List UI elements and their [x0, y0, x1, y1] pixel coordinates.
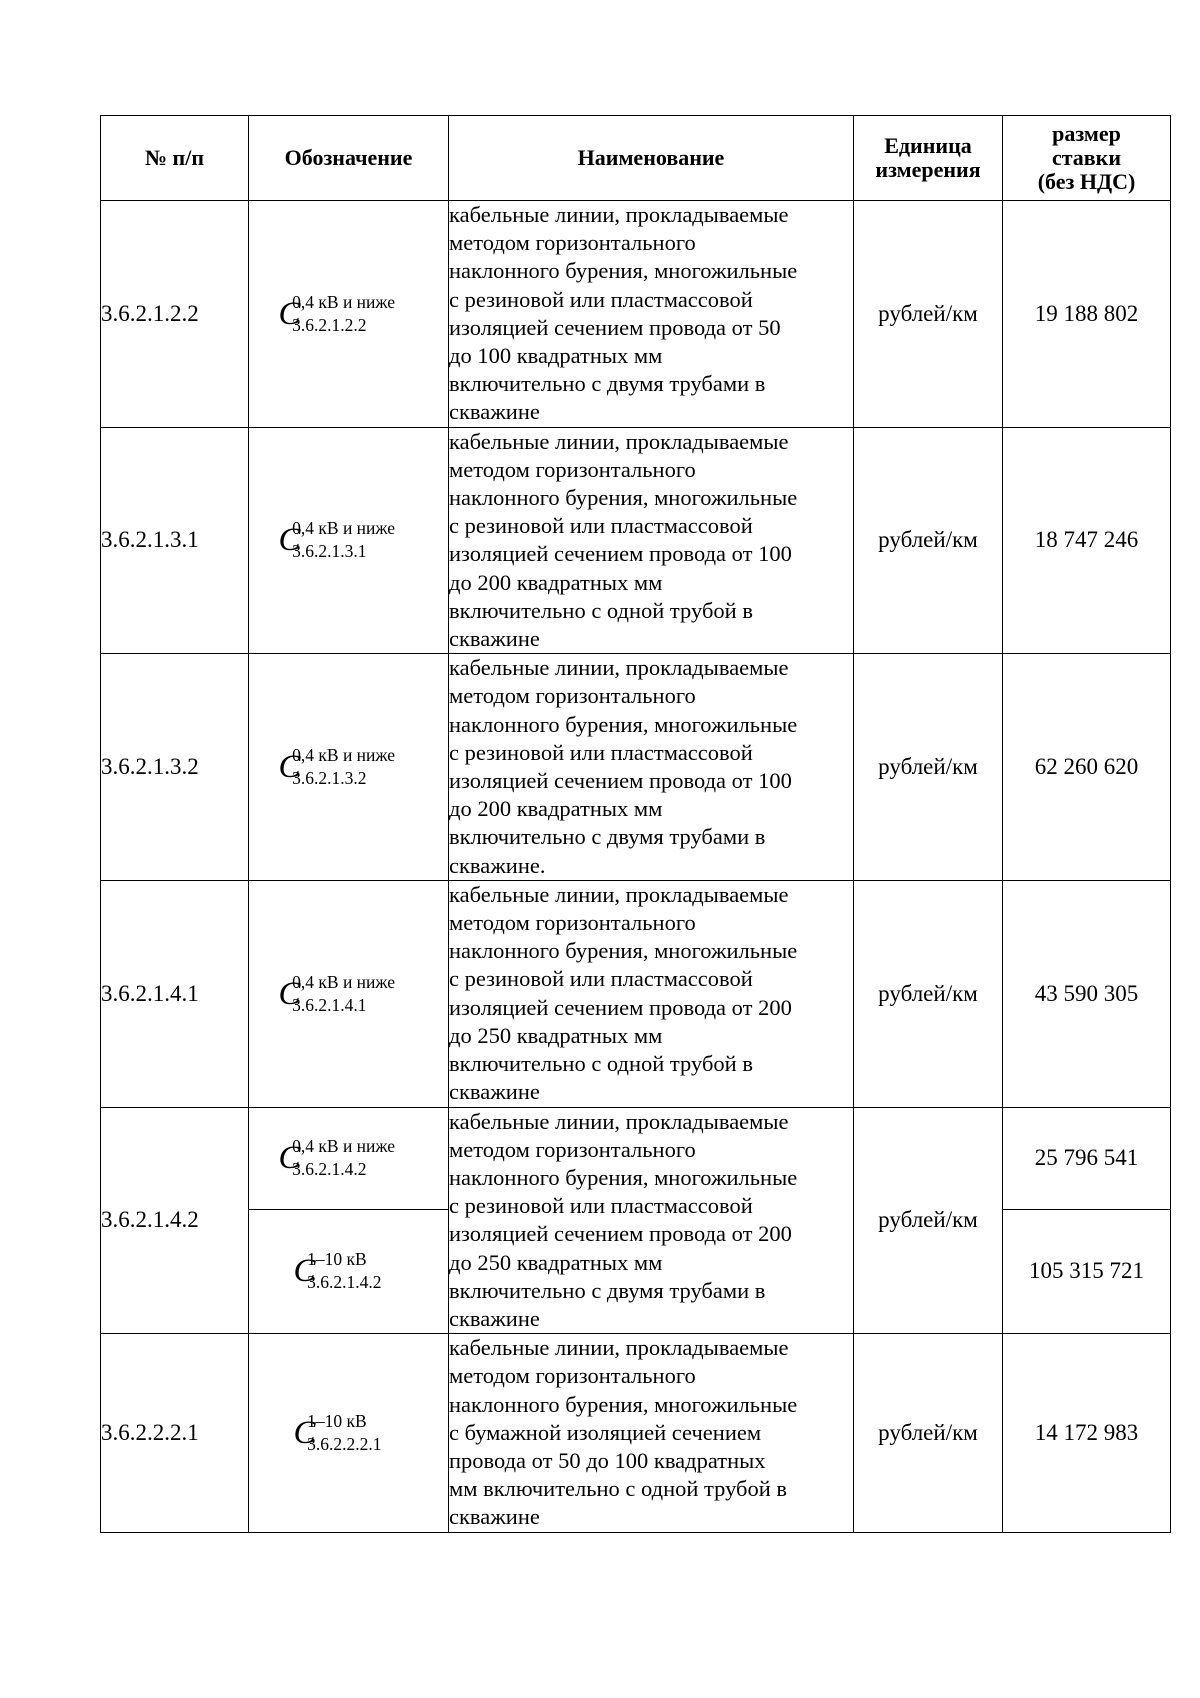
row-name-line: до 250 квадратных мм: [449, 1249, 663, 1275]
row-number: 3.6.2.1.3.1: [101, 427, 249, 654]
row-name-line: с резиновой или пластмассовой: [449, 1193, 753, 1219]
symbol-subscript: 3.6.2.1.4.2: [307, 1272, 382, 1293]
row-name: [449, 1107, 854, 1334]
row-name-line: изоляцией сечением провода от 50: [449, 314, 781, 340]
header-unit-line: измерения: [875, 157, 981, 182]
row-name-line: скважине: [449, 626, 540, 652]
row-name-line: изоляцией сечением провода от 200: [449, 1221, 792, 1247]
header-row: [101, 116, 1171, 201]
symbol-letter: C: [278, 295, 301, 332]
row-unit: рублей/км: [854, 201, 1003, 428]
designation-symbol: [278, 291, 419, 335]
header-num: № п/п: [101, 116, 249, 201]
table-row: [101, 1334, 1171, 1532]
designation-cell: [249, 1107, 449, 1209]
table-row: [101, 1107, 1171, 1209]
symbol-subscript: 3.6.2.1.3.1: [292, 541, 367, 562]
designation-symbol: [279, 747, 419, 787]
header-designation: Обозначение: [249, 116, 449, 201]
designation-cell: [249, 1209, 449, 1334]
symbol-superscript: 0,4 кВ и ниже: [292, 745, 396, 766]
row-name-line: скважине: [449, 399, 540, 425]
row-name-line: кабельные линии, прокладываемые: [449, 1335, 789, 1361]
row-name-line: наклонного бурения, многожильные: [449, 711, 798, 737]
designation-cell: [249, 427, 449, 654]
designation-cell: [249, 201, 449, 428]
header-unit-line: Единица: [884, 132, 972, 158]
row-name-line: мм включительно с одной трубой в: [449, 1476, 788, 1502]
row-name-line: до 250 квадратных мм: [449, 1022, 663, 1048]
symbol-superscript: 0,4 кВ и ниже: [292, 518, 396, 539]
table-row: [101, 427, 1171, 654]
symbol-letter: C: [278, 749, 301, 786]
row-name-line: с резиновой или пластмассовой: [449, 966, 753, 992]
row-name-line: изоляцией сечением провода от 200: [449, 994, 792, 1020]
symbol-letter: C: [293, 1414, 316, 1451]
row-rate: 62 260 620: [1003, 654, 1171, 881]
designation-symbol: [279, 520, 419, 560]
symbol-letter: C: [278, 1140, 301, 1177]
row-name-line: методом горизонтального: [449, 230, 696, 256]
row-name-line: наклонного бурения, многожильные: [449, 938, 798, 964]
row-name-line: включительно с двумя трубами в: [449, 824, 766, 850]
row-name-line: изоляцией сечением провода от 100: [449, 541, 792, 567]
row-name-line: до 100 квадратных мм: [449, 343, 663, 369]
row-name: [449, 427, 854, 654]
designation-symbol: [294, 1251, 404, 1291]
header-name: Наименование: [449, 116, 854, 201]
rates-table: [100, 115, 1171, 1533]
symbol-superscript: 0,4 кВ и ниже: [292, 1136, 396, 1157]
row-name-line: включительно с двумя трубами в: [449, 371, 766, 397]
row-unit: рублей/км: [854, 427, 1003, 654]
row-rate: 19 188 802: [1003, 201, 1171, 428]
symbol-letter: C: [278, 975, 301, 1012]
header-unit: [854, 116, 1003, 201]
row-name-line: методом горизонтального: [449, 1363, 696, 1389]
designation-symbol: [293, 1410, 404, 1454]
header-rate-line: ставки: [1051, 144, 1122, 170]
symbol-subscript: 3.6.2.1.4.2: [292, 1159, 367, 1180]
table-row: [101, 654, 1171, 881]
row-name-line: наклонного бурения, многожильные: [449, 1391, 798, 1417]
row-name-line: включительно с двумя трубами в: [449, 1277, 766, 1303]
symbol-superscript: 1–10 кВ: [307, 1410, 367, 1431]
row-rate: 18 747 246: [1003, 427, 1171, 654]
symbol-superscript: 0,4 кВ и ниже: [292, 971, 396, 992]
row-name-line: провода от 50 до 100 квадратных: [449, 1447, 766, 1473]
row-number: 3.6.2.1.4.2: [101, 1107, 249, 1334]
row-name-line: наклонного бурения, многожильные: [449, 1164, 798, 1190]
designation-cell: [249, 654, 449, 881]
designation-cell: [249, 880, 449, 1107]
table-row: [101, 880, 1171, 1107]
row-name-line: включительно с одной трубой в: [449, 597, 753, 623]
row-unit: рублей/км: [854, 654, 1003, 881]
row-name-line: изоляцией сечением провода от 100: [449, 768, 792, 794]
row-number: 3.6.2.1.3.2: [101, 654, 249, 881]
row-name-line: скважине: [449, 1305, 540, 1331]
designation-cell: [249, 1334, 449, 1532]
symbol-letter: C: [293, 1253, 316, 1290]
row-name-line: методом горизонтального: [449, 456, 696, 482]
designation-symbol: [278, 971, 419, 1015]
row-name-line: кабельные линии, прокладываемые: [449, 881, 789, 907]
row-name: [449, 654, 854, 881]
row-name-line: методом горизонтального: [449, 1136, 696, 1162]
row-rate: 105 315 721: [1003, 1209, 1171, 1334]
symbol-subscript: 3.6.2.2.2.1: [307, 1433, 382, 1454]
row-name-line: наклонного бурения, многожильные: [449, 485, 798, 511]
header-rate: [1003, 116, 1171, 201]
row-name-line: методом горизонтального: [449, 910, 696, 936]
row-name-line: до 200 квадратных мм: [449, 569, 663, 595]
symbol-superscript: 0,4 кВ и ниже: [292, 291, 396, 312]
row-number: 3.6.2.2.2.1: [101, 1334, 249, 1532]
header-rate-line: (без НДС): [1037, 169, 1136, 195]
designation-symbol: [279, 1138, 419, 1178]
row-name-line: скважине: [449, 1504, 540, 1530]
row-name-line: с бумажной изоляцией сечением: [449, 1419, 762, 1445]
row-unit: рублей/км: [854, 1107, 1003, 1334]
table-row: [101, 201, 1171, 428]
row-name-line: включительно с одной трубой в: [449, 1051, 753, 1077]
row-unit: рублей/км: [854, 1334, 1003, 1532]
header-rate-line: размер: [1052, 120, 1121, 146]
symbol-subscript: 3.6.2.1.4.1: [292, 994, 367, 1015]
row-name: [449, 1334, 854, 1532]
row-name-line: кабельные линии, прокладываемые: [449, 1108, 789, 1134]
row-name-line: с резиновой или пластмассовой: [449, 513, 753, 539]
row-rate: 43 590 305: [1003, 880, 1171, 1107]
symbol-subscript: 3.6.2.1.2.2: [292, 314, 367, 335]
row-name-line: кабельные линии, прокладываемые: [449, 655, 789, 681]
row-rate: 14 172 983: [1003, 1334, 1171, 1532]
row-name-line: с резиновой или пластмассовой: [449, 286, 753, 312]
row-name-line: методом горизонтального: [449, 683, 696, 709]
row-name-line: кабельные линии, прокладываемые: [449, 202, 789, 227]
symbol-subscript: 3.6.2.1.3.2: [292, 768, 367, 789]
row-number: 3.6.2.1.2.2: [101, 201, 249, 428]
symbol-superscript: 1–10 кВ: [307, 1249, 367, 1270]
row-name-line: скважине: [449, 1079, 540, 1105]
row-unit: рублей/км: [854, 880, 1003, 1107]
row-name-line: наклонного бурения, многожильные: [449, 258, 798, 284]
symbol-letter: C: [278, 522, 301, 559]
row-name-line: до 200 квадратных мм: [449, 796, 663, 822]
row-name: [449, 201, 854, 428]
row-name: [449, 880, 854, 1107]
row-name-line: скважине.: [449, 852, 546, 878]
row-rate: 25 796 541: [1003, 1107, 1171, 1209]
row-name-line: кабельные линии, прокладываемые: [449, 428, 789, 454]
row-number: 3.6.2.1.4.1: [101, 880, 249, 1107]
row-name-line: с резиновой или пластмассовой: [449, 739, 753, 765]
